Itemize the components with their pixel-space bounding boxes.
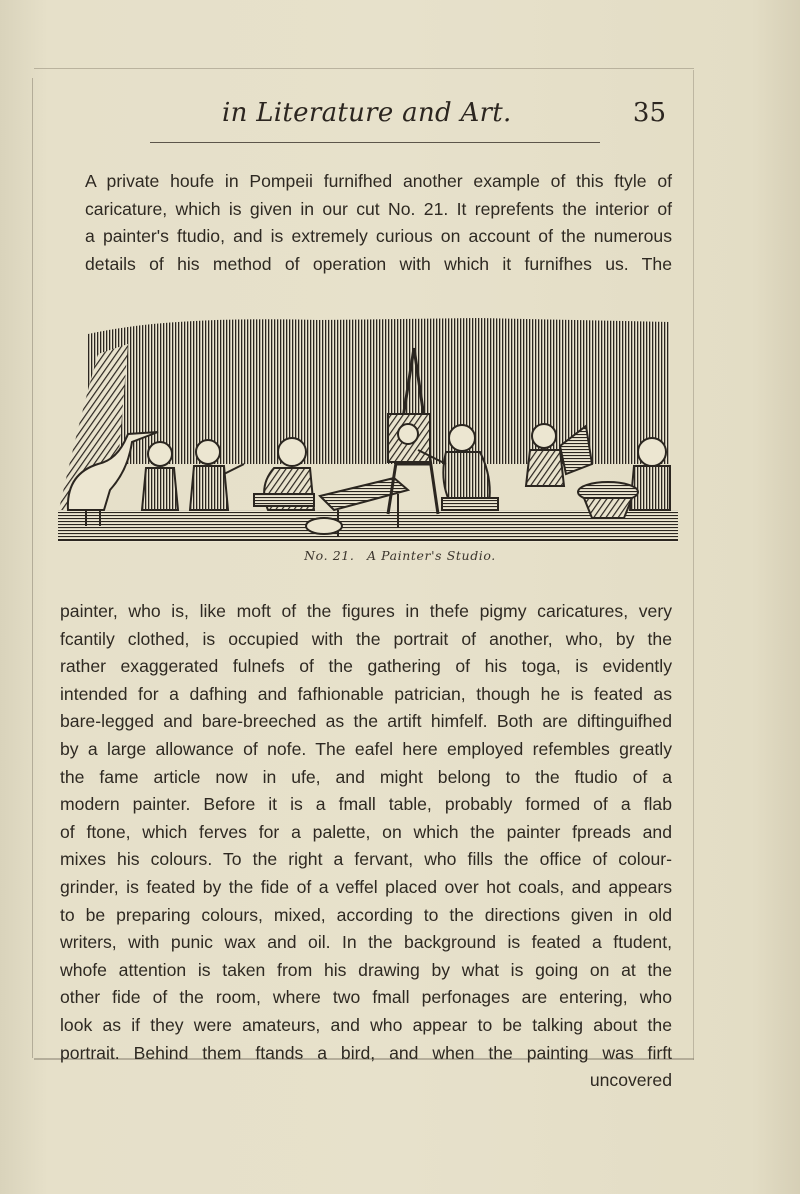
text-line: other fide of the room, where two fmall perfonages are entering, who xyxy=(60,987,672,1008)
paragraph-2 xyxy=(60,598,672,1095)
text-line: details of his method of operation with which it furnifhes us. The xyxy=(85,253,672,274)
text-line: modern painter. Before it is a fmall table, probably formed of a flab xyxy=(60,794,672,815)
text-line: whofe attention is taken from his drawing by what is going on at the xyxy=(60,959,672,980)
woodcut-illustration xyxy=(58,314,678,542)
text-line: intended for a dafhing and fafhionable patrician, though he is feated as xyxy=(60,683,672,704)
text-line: portrait. Behind them ftands a bird, and when the painting was firft xyxy=(60,1042,672,1063)
text-line: look as if they were amateurs, and who appear to be talking about the xyxy=(60,1014,672,1035)
caption-number: No. 21. xyxy=(304,548,355,563)
caption-title: A Painter's Studio. xyxy=(366,548,496,563)
text-line: to be preparing colours, mixed, according to the directions given in old xyxy=(60,904,672,925)
text-line: rather exaggerated fulnefs of the gathering of his toga, is evidently xyxy=(60,656,672,677)
page-number: 35 xyxy=(632,98,666,128)
studio-floor xyxy=(58,510,678,542)
text-line: a painter's ftudio, and is extremely curious on account of the numerous xyxy=(85,226,672,247)
running-title: in Literature and Art. xyxy=(222,98,512,128)
figure-caption xyxy=(0,548,800,563)
text-line: painter, who is, like moft of the figures in thefe pigmy caricatures, very xyxy=(60,601,672,621)
header-rule xyxy=(150,142,600,143)
text-line: A private houfe in Pompeii furnifhed another example of this ftyle of xyxy=(85,171,672,191)
running-head xyxy=(60,98,670,134)
page-edge-left xyxy=(32,78,33,1058)
page-edge-right xyxy=(693,70,694,1060)
text-line: grinder, is feated by the fide of a veffel placed over hot coals, and appears xyxy=(60,876,672,897)
paragraph-1 xyxy=(60,168,672,278)
text-line: bare-legged and bare-breeched as the artift himfelf. Both are diftinguifhed xyxy=(60,711,672,732)
painter-studio-engraving xyxy=(58,314,678,542)
page-edge-top xyxy=(34,68,694,69)
text-line: mixes his colours. To the right a fervant, who fills the office of colour- xyxy=(60,849,672,870)
text-line: the fame article now in ufe, and might belong to the ftudio of a xyxy=(60,766,672,787)
text-line: fcantily clothed, is occupied with the portrait of another, who, by the xyxy=(60,628,672,649)
text-line: caricature, which is given in our cut No. 21. It reprefents the interior of xyxy=(85,198,672,219)
text-line: by a large allowance of nofe. The eafel here employed refembles greatly xyxy=(60,738,672,759)
text-line: writers, with punic wax and oil. In the background is feated a ftudent, xyxy=(60,932,672,953)
text-line: of ftone, which ferves for a palette, on which the painter fpreads and xyxy=(60,821,672,842)
catchword: uncovered xyxy=(589,1070,672,1091)
